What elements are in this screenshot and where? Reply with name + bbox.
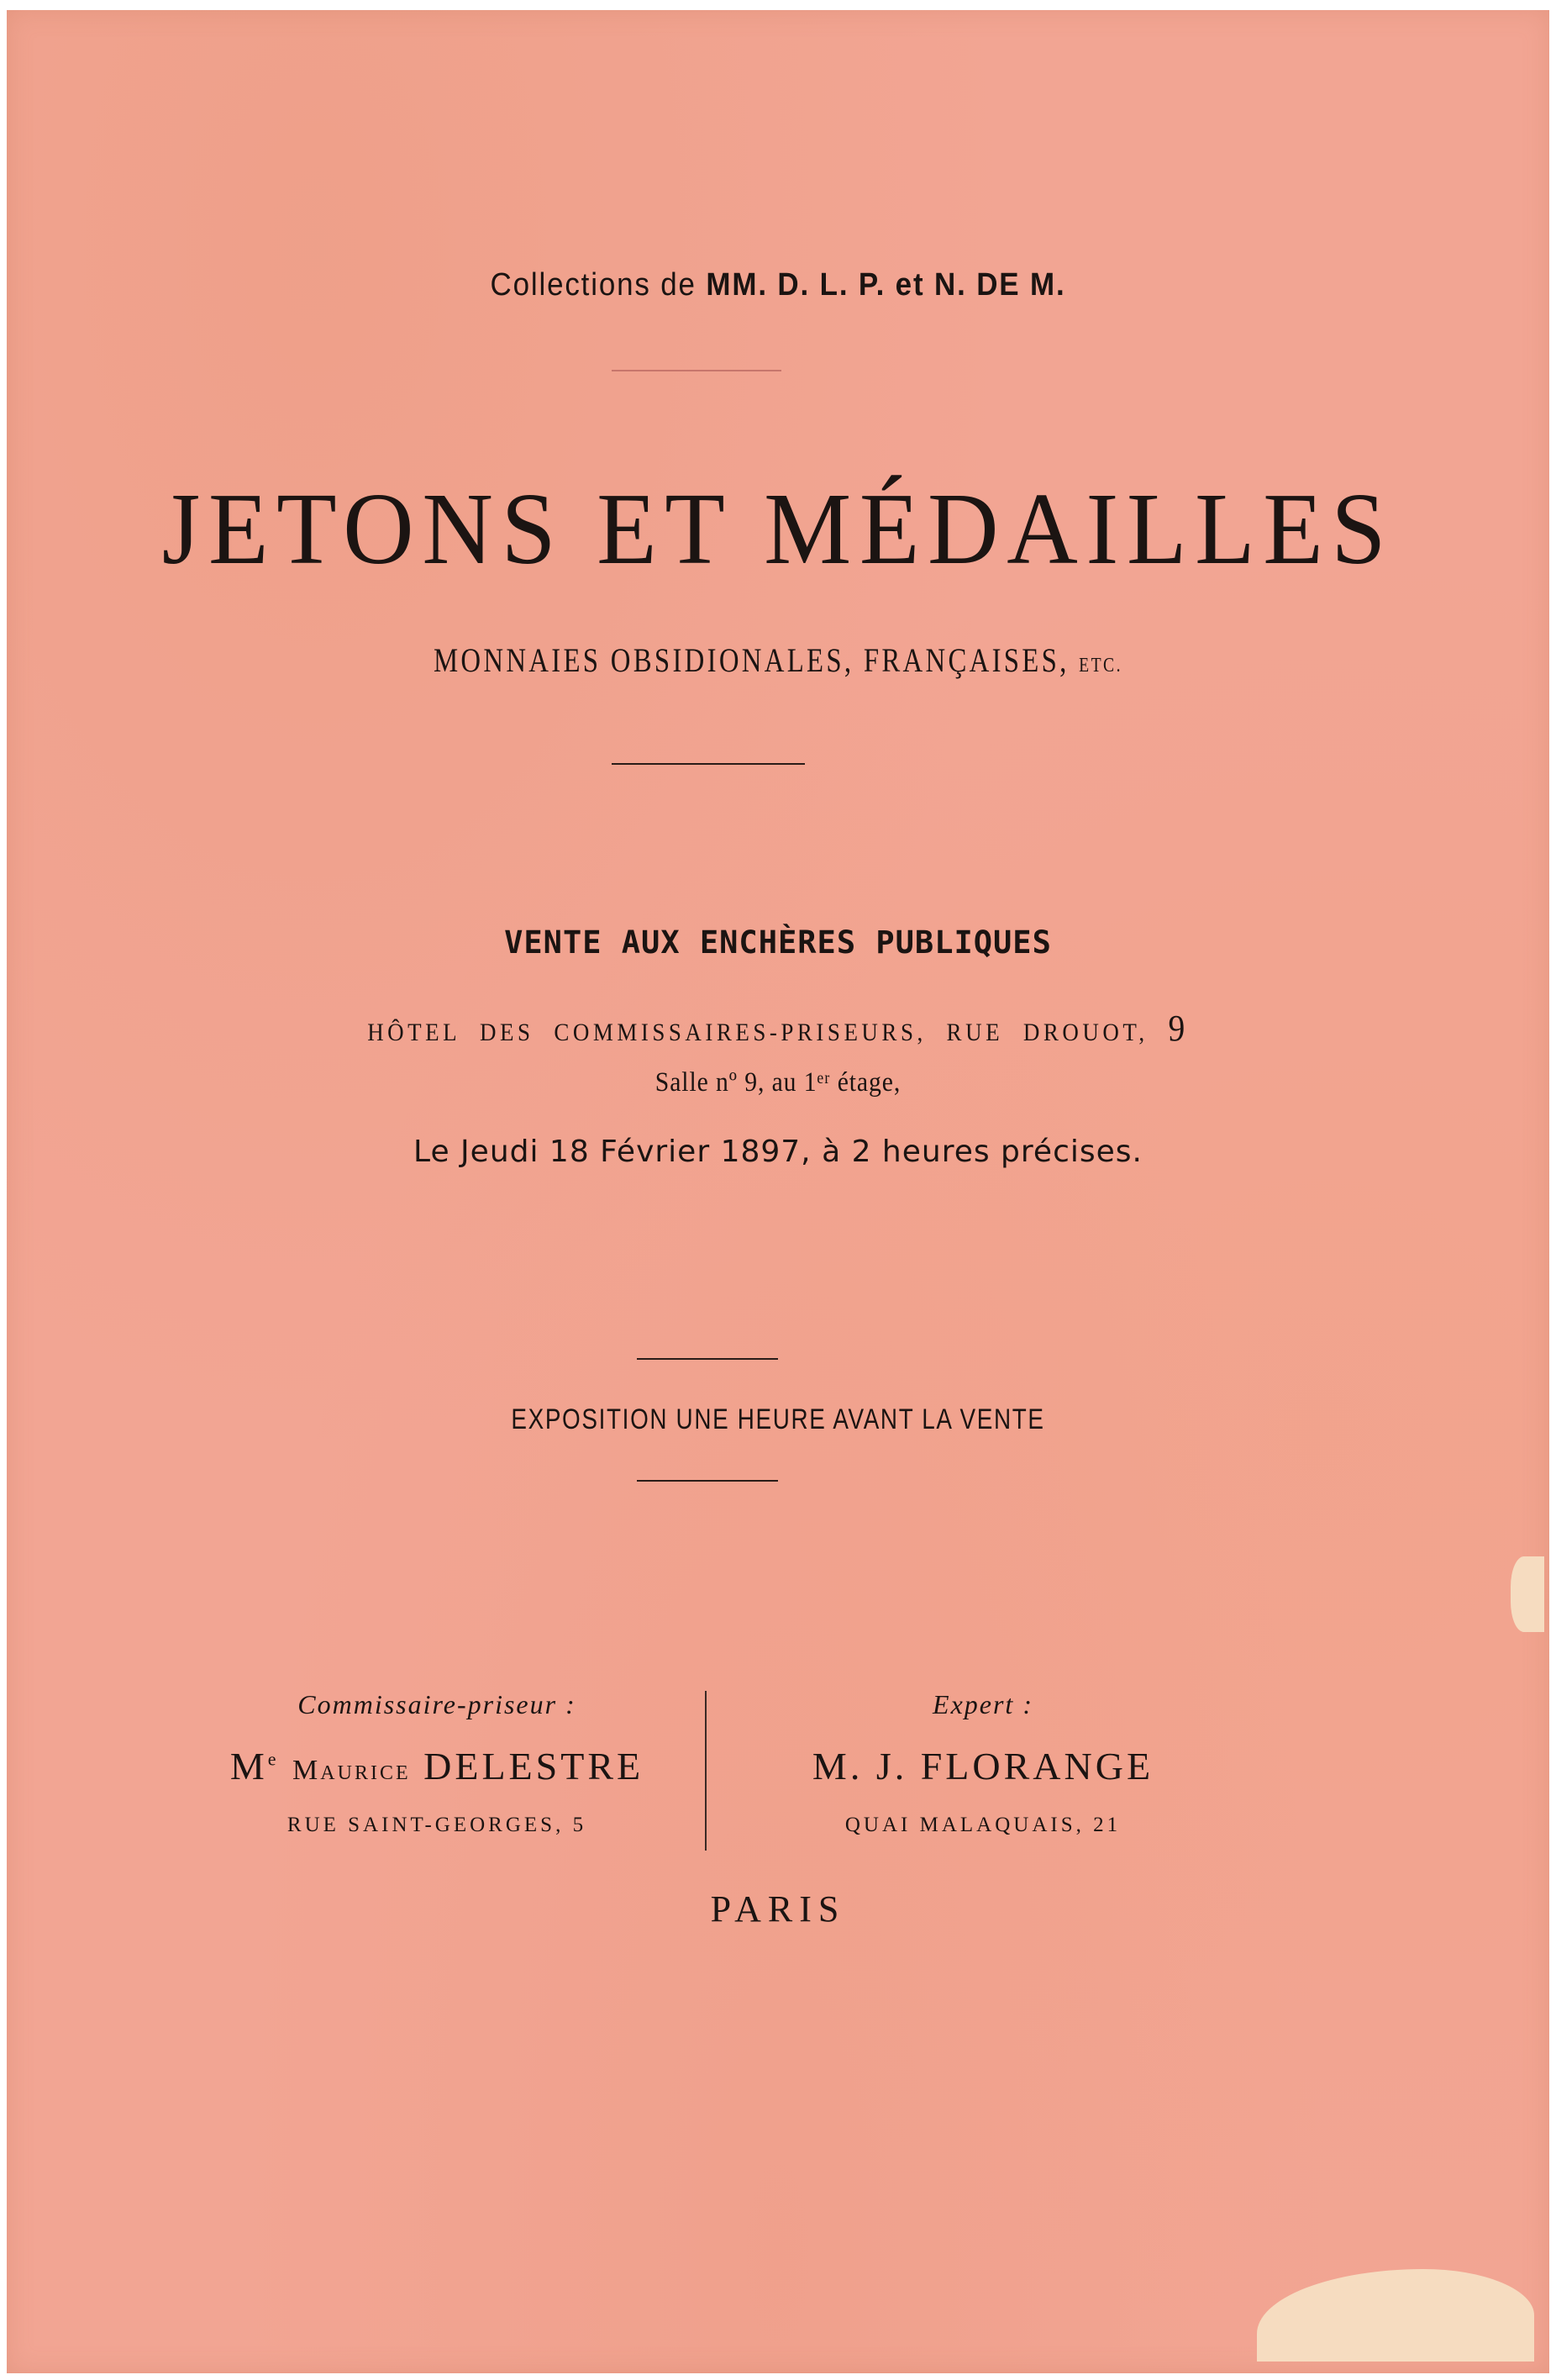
- city-imprint: PARIS: [710, 1888, 846, 1930]
- collections-names: MM. D. L. P. et N. DE M.: [706, 267, 1066, 303]
- auctioneer-block: [185, 1689, 689, 1837]
- sale-venue: [78, 1007, 1479, 1050]
- page-title: JETONS ET MÉDAILLES: [161, 472, 1395, 586]
- subtitle-etc: ETC.: [1079, 655, 1123, 677]
- expert-role: Expert :: [933, 1689, 1033, 1719]
- sale-date: Le Jeudi 18 Février 1897, à 2 heures précises.: [413, 1135, 1143, 1169]
- worn-corner: [1257, 2269, 1534, 2362]
- auctioneer-title: M: [229, 1745, 268, 1788]
- divider-top: [612, 370, 781, 371]
- auctioneer-name: [185, 1744, 689, 1788]
- worn-edge: [1511, 1556, 1544, 1632]
- catalogue-cover-page: [7, 10, 1549, 2373]
- venue-number: 9: [1168, 1008, 1189, 1049]
- subtitle-main: MONNAIES OBSIDIONALES, FRANÇAISES,: [433, 641, 1070, 679]
- venue-text: HÔTEL DES COMMISSAIRES-PRISEURS, RUE DROUOT,: [367, 1019, 1149, 1046]
- auctioneer-last-name: DELESTRE: [423, 1745, 644, 1788]
- auctioneer-first-name: Maurice: [292, 1755, 411, 1786]
- sale-heading: VENTE AUX ENCHÈRES PUBLIQUES: [504, 924, 1052, 961]
- collections-line: [62, 267, 1494, 303]
- auctioneer-address: RUE SAINT-GEORGES, 5: [286, 1814, 587, 1836]
- divider-middle: [612, 763, 805, 765]
- subtitle: [140, 640, 1417, 680]
- collections-prefix: Collections de: [490, 267, 697, 303]
- auctioneer-role: Commissaire-priseur :: [297, 1689, 576, 1719]
- column-divider: [705, 1691, 707, 1851]
- divider-exhibition-bottom: [637, 1480, 778, 1482]
- expert-name: M. J. FLORANGE: [812, 1745, 1154, 1788]
- exhibition-note: EXPOSITION UNE HEURE AVANT LA VENTE: [511, 1403, 1045, 1435]
- divider-exhibition-top: [637, 1358, 778, 1360]
- sale-room: Salle nº 9, au 1ᵉʳ étage,: [654, 1067, 902, 1098]
- expert-block: [739, 1689, 1227, 1837]
- auctioneer-title-sup: e: [267, 1748, 280, 1770]
- expert-address: QUAI MALAQUAIS, 21: [844, 1814, 1122, 1836]
